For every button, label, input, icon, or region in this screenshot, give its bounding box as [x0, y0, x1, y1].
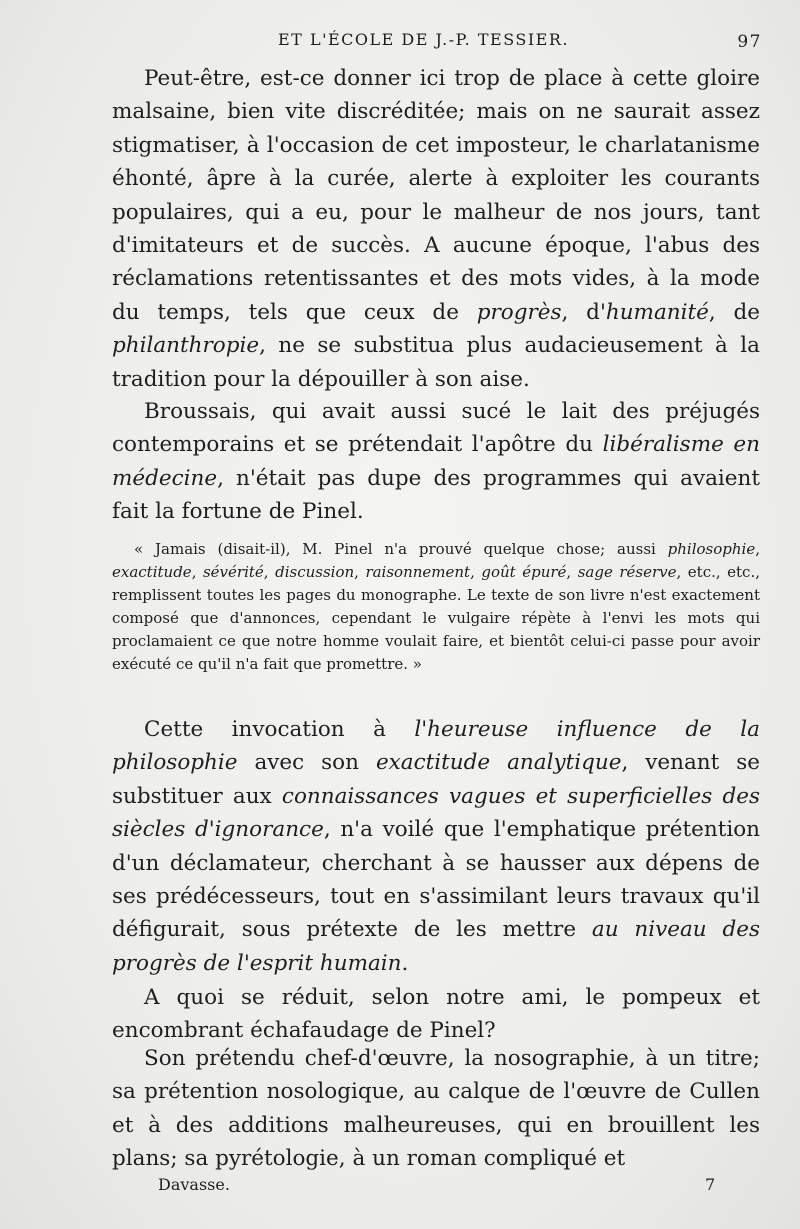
italic-run: sévérité: [202, 563, 264, 582]
text-run: « Jamais (disait-il), M. Pinel n'a prouvé quelque chose; aussi: [134, 540, 668, 558]
text-run: Cette invocation à: [144, 717, 415, 742]
text-run: ,: [263, 563, 276, 582]
italic-run: philosophie: [667, 540, 756, 558]
text-run: ,: [755, 540, 760, 558]
italic-run: connaissances vagues et superficielles des siècles d'ignorance: [112, 783, 761, 843]
italic-run: exactitude analytique: [375, 750, 622, 776]
text-run: ,: [566, 563, 578, 582]
text-run: avec son: [237, 750, 376, 776]
text-run: ,: [354, 563, 366, 582]
text-run: A quoi se réduit, selon notre ami, le pompeux et encombrant échafaudage de Pinel?: [112, 985, 760, 1044]
text-run: Son prétendu chef-d'œuvre, la nosographie, à un titre; sa prétention nosologique, au calque de l'œuvre de Cullen et à des additions malheureuses, qui en brouillent les plans; sa pyrétologie, à un roman compliqué et: [112, 1046, 760, 1172]
text-run: .: [401, 950, 409, 976]
text-run: , de: [708, 299, 760, 325]
italic-run: philanthropie: [112, 333, 260, 359]
italic-run: discussion: [275, 563, 355, 582]
text-run: , n'était pas dupe des programmes qui avaient fait la fortune de Pinel.: [112, 465, 760, 525]
sheet-number: 7: [705, 1175, 716, 1194]
italic-run: exactitude: [112, 563, 192, 582]
paragraph-1: [112, 62, 760, 396]
paragraph-2: [112, 395, 760, 529]
text-run: , n'a voilé que l'emphatique prétention d'un déclamateur, cherchant à se hausser aux dépens de ses prédécesseurs, tout en s'assimilant leurs travaux qu'il défigurait, sous prétexte de les mettre: [112, 817, 761, 943]
text-run: , ne se substitua plus audacieusement à la tradition pour la dépouiller à son aise.: [112, 333, 760, 392]
text-run: , etc., etc., remplissent toutes les pages du monographe. Le texte de son livre n'est exactement composé que d'annonces, cependant le vulgaire répète à l'envi les mots qui proclamaient ce que notre homme voulait faire, et bientôt celui-ci passe pour avoir exécuté ce qu'il n'a fait que promettre. »: [112, 563, 760, 674]
page-number: 97: [737, 32, 762, 52]
paragraph-4: [112, 981, 760, 1048]
block-quote: [112, 538, 760, 677]
page-footer: [158, 1175, 718, 1199]
italic-run: l'heureuse influence de la philosophie: [112, 717, 760, 776]
page-header: [110, 30, 762, 56]
text-run: , d': [561, 299, 606, 325]
text-run: Broussais, qui avait aussi sucé le lait des préjugés contemporains et se prétendait l'apôtre du: [112, 399, 760, 458]
italic-run: progrès: [476, 299, 562, 325]
text-run: , venant se substituer aux: [112, 750, 760, 809]
text-run: ,: [470, 563, 482, 582]
italic-run: humanité: [605, 299, 709, 325]
italic-run: au niveau des progrès de l'esprit humain: [112, 917, 760, 976]
paragraph-3: [112, 713, 760, 980]
text-run: ,: [191, 563, 203, 582]
italic-run: libéralisme en médecine: [112, 432, 760, 491]
italic-run: goût épuré: [481, 563, 567, 582]
paragraph-5: [112, 1042, 760, 1176]
running-title: ET L'ÉCOLE DE J.-P. TESSIER.: [278, 30, 569, 49]
printer-signature: Davasse.: [158, 1175, 230, 1194]
italic-run: sage réserve: [577, 563, 677, 582]
italic-run: raisonnement: [365, 563, 471, 582]
text-run: Peut-être, est-ce donner ici trop de place à cette gloire malsaine, bien vite discréditée; mais on ne saurait assez stigmatiser, à l'occasion de cet imposteur, le charlatanisme éhonté, âpre à la curée, alerte à exploiter les courants populaires, qui a eu, pour le malheur de nos jours, tant d'imitateurs et de succès. A aucune époque, l'abus des réclamations retentissantes et des mots vides, à la mode du temps, tels que ceux de: [112, 66, 760, 325]
